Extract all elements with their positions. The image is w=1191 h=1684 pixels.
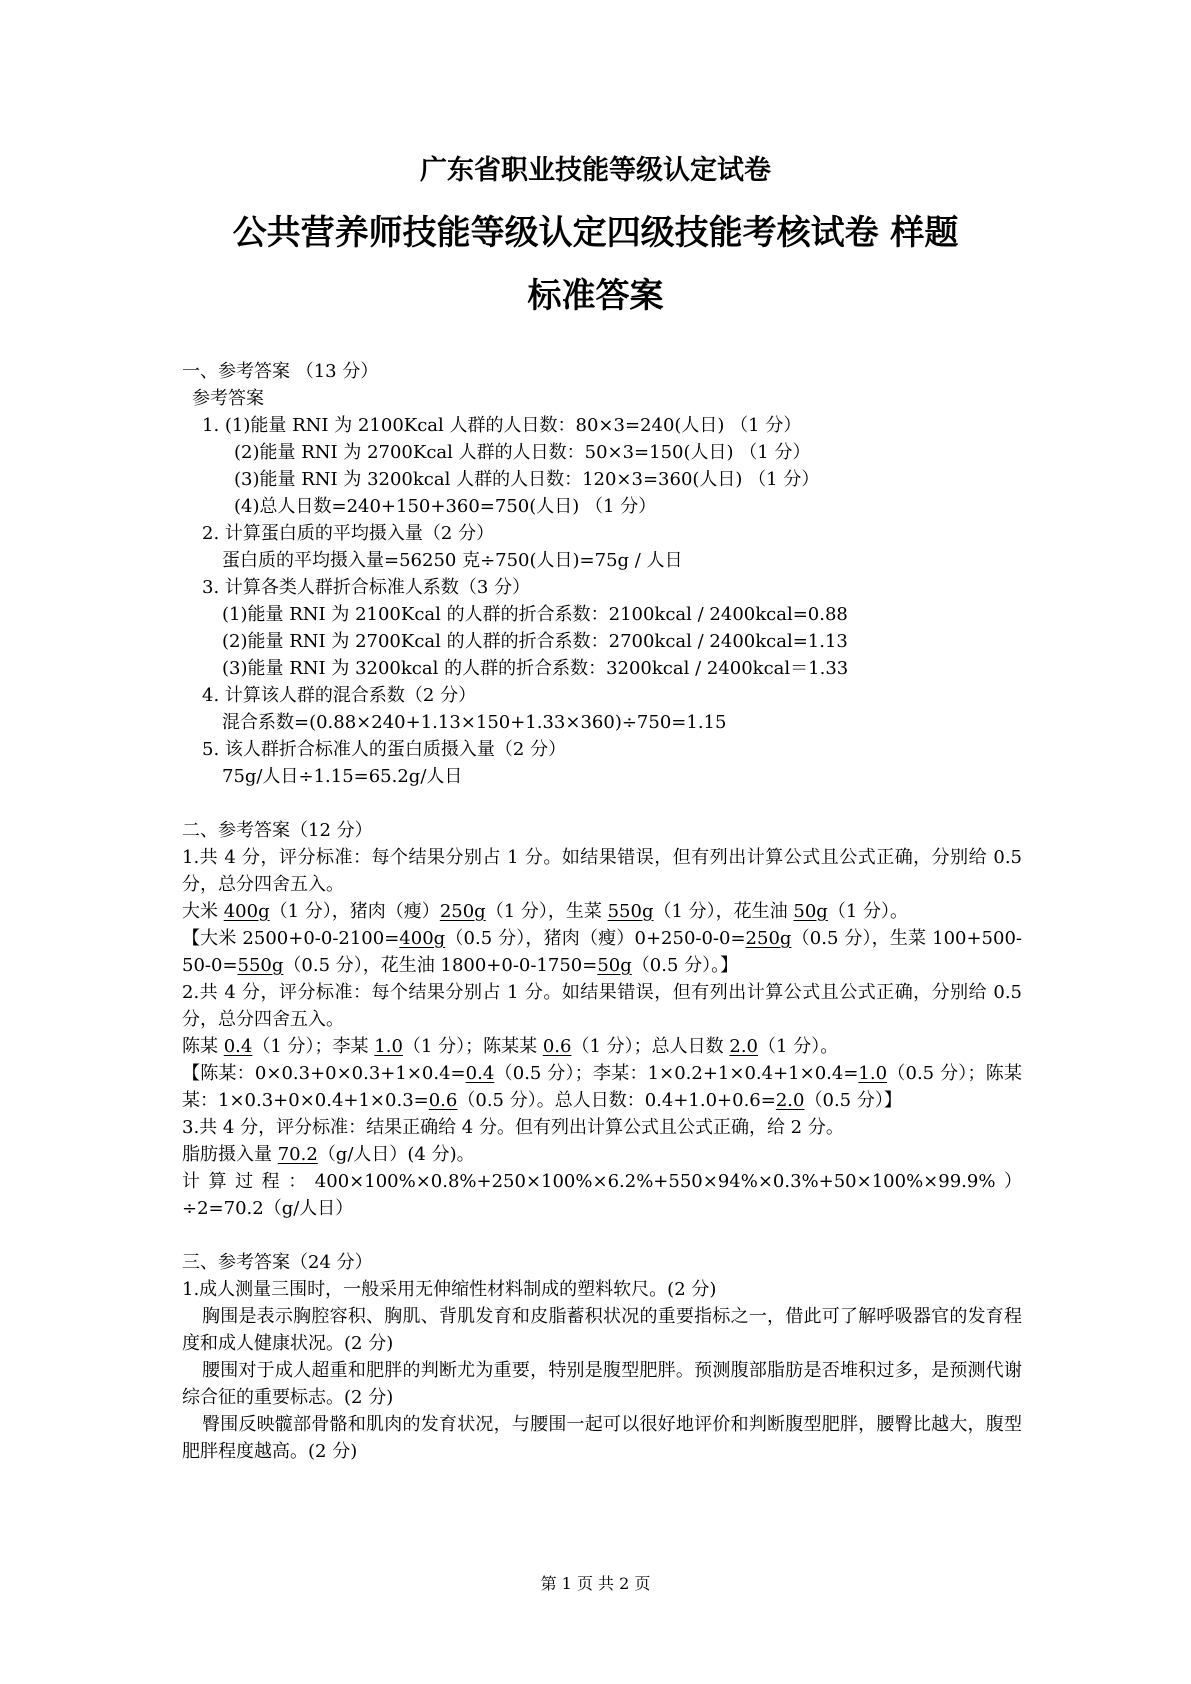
section-1-heading: 一、参考答案 （13 分） — [182, 361, 379, 382]
answer-line: 1. (1)能量 RNI 为 2100Kcal 人群的人日数：80×3=240(人日) （1 分） — [202, 415, 802, 436]
answer-line: (3)能量 RNI 为 3200kcal 的人群的折合系数：3200kcal / 2400kcal＝1.33 — [222, 658, 849, 679]
answer-line: 5. 该人群折合标准人的蛋白质摄入量（2 分） — [202, 739, 567, 760]
grading-rule-3: 3.共 4 分，评分标准：结果正确给 4 分。但有列出计算公式且公式正确，给 2 分。 — [182, 1117, 844, 1138]
section-3-heading: 三、参考答案（24 分） — [182, 1252, 373, 1273]
answer-paragraph: 臀围反映髋部骨骼和肌肉的发育状况，与腰围一起可以很好地评价和判断腹型肥胖，腰臀比越大，腹型肥胖程度越高。(2 分) — [182, 1414, 1022, 1462]
answer-value: 50g — [597, 955, 632, 976]
answer-value: 250g — [745, 928, 792, 949]
answer-value: 400g — [223, 901, 270, 922]
answer-value: 2.0 — [729, 1036, 759, 1057]
answer-line: 脂肪摄入量 70.2（g/人日）(4 分)。 — [182, 1144, 475, 1165]
answer-paragraph: 腰围对于成人超重和肥胖的判断尤为重要，特别是腹型肥胖。预测腹部脂肪是否堆积过多，是预测代谢综合征的重要标志。(2 分) — [182, 1360, 1022, 1408]
section-2 — [182, 817, 1022, 1222]
answer-value: 0.6 — [542, 1036, 572, 1057]
grading-rule-1: 1.共 4 分，评分标准：每个结果分别占 1 分。如结果错误，但有列出计算公式且公式正确，分别给 0.5 分，总分四舍五入。 — [182, 847, 1022, 895]
calculation-line: 【陈某：0×0.3+0×0.3+1×0.4=0.4（0.5 分）；李某：1×0.2+1×0.4+1×0.4=1.0（0.5 分）；陈某某：1×0.3+0×0.4+1×0.3=0.6（0.5 分）。总人日数：0.4+1.0+0.6=2.0（0.5 分）】 — [182, 1063, 1022, 1111]
answer-value: 550g — [237, 955, 284, 976]
answer-value: 250g — [439, 901, 486, 922]
answer-line: (1)能量 RNI 为 2100Kcal 的人群的折合系数：2100kcal / 2400kcal=0.88 — [222, 604, 848, 625]
answer-value: 2.0 — [775, 1090, 805, 1111]
answer-value: 550g — [607, 901, 654, 922]
calculation-line: 【大米 2500+0-0-2100=400g（0.5 分），猪肉（瘦）0+250-0-0=250g（0.5 分），生菜 100+500-50-0=550g（0.5 分），花生油 1800+0-0-1750=50g（0.5 分）。】 — [182, 928, 1022, 976]
answer-line: 蛋白质的平均摄入量=56250 克÷750(人日)=75g / 人日 — [222, 550, 683, 571]
answer-line: 陈某 0.4（1 分）；李某 1.0（1 分）；陈某某 0.6（1 分）；总人日数 2.0（1 分）。 — [182, 1036, 839, 1057]
answer-value: 0.4 — [465, 1063, 495, 1084]
answer-line: (2)能量 RNI 为 2700Kcal 人群的人日数：50×3=150(人日) （1 分） — [234, 442, 811, 463]
answer-line: 3. 计算各类人群折合标准人系数（3 分） — [202, 577, 531, 598]
section-2-heading: 二、参考答案（12 分） — [182, 820, 373, 841]
answer-content — [182, 358, 1022, 1465]
answer-value: 70.2 — [277, 1144, 318, 1165]
answer-value: 0.6 — [428, 1090, 458, 1111]
answer-key-title: 标准答案 — [527, 276, 664, 316]
section-1-subheading: 参考答案 — [192, 388, 264, 409]
answer-value: 1.0 — [858, 1063, 888, 1084]
answer-value: 0.4 — [223, 1036, 253, 1057]
answer-paragraph: 胸围是表示胸腔容积、胸肌、背肌发育和皮脂蓄积状况的重要指标之一，借此可了解呼吸器官的发育程度和成人健康状况。(2 分) — [182, 1306, 1022, 1354]
section-3 — [182, 1249, 1022, 1465]
answer-paragraph: 1.成人测量三围时，一般采用无伸缩性材料制成的塑料软尺。(2 分) — [182, 1279, 717, 1300]
page-number: 第 1 页 共 2 页 — [540, 1574, 651, 1593]
answer-line: 75g/人日÷1.15=65.2g/人日 — [222, 766, 463, 787]
answer-value: 1.0 — [374, 1036, 403, 1057]
exam-authority-title: 广东省职业技能等级认定试卷 — [420, 155, 771, 186]
answer-line: (4)总人日数=240+150+360=750(人日) （1 分） — [234, 496, 657, 517]
answer-line: 4. 计算该人群的混合系数（2 分） — [202, 685, 477, 706]
answer-value: 400g — [399, 928, 446, 949]
grading-rule-2: 2.共 4 分，评分标准：每个结果分别占 1 分。如结果错误，但有列出计算公式且公式正确，分别给 0.5 分，总分四舍五入。 — [182, 982, 1022, 1030]
section-1 — [182, 358, 1022, 790]
section-gap — [182, 790, 1022, 817]
section-gap — [182, 1222, 1022, 1249]
answer-line: (3)能量 RNI 为 3200kcal 人群的人日数：120×3=360(人日) （1 分） — [234, 469, 820, 490]
answer-line: 大米 400g（1 分），猪肉（瘦）250g（1 分），生菜 550g（1 分），花生油 50g（1 分）。 — [182, 901, 909, 922]
exam-paper-title: 公共营养师技能等级认定四级技能考核试卷 样题 — [232, 213, 959, 253]
answer-value: 50g — [793, 901, 828, 922]
answer-line: (2)能量 RNI 为 2700Kcal 的人群的折合系数：2700kcal / 2400kcal=1.13 — [222, 631, 848, 652]
answer-line: 混合系数=(0.88×240+1.13×150+1.33×360)÷750=1.15 — [222, 712, 727, 733]
answer-line: 2. 计算蛋白质的平均摄入量（2 分） — [202, 523, 495, 544]
calculation-line: 计算过程：400×100%×0.8%+250×100%×6.2%+550×94%×0.3%+50×100%×99.9%）÷2=70.2（g/人日） — [182, 1171, 1022, 1219]
